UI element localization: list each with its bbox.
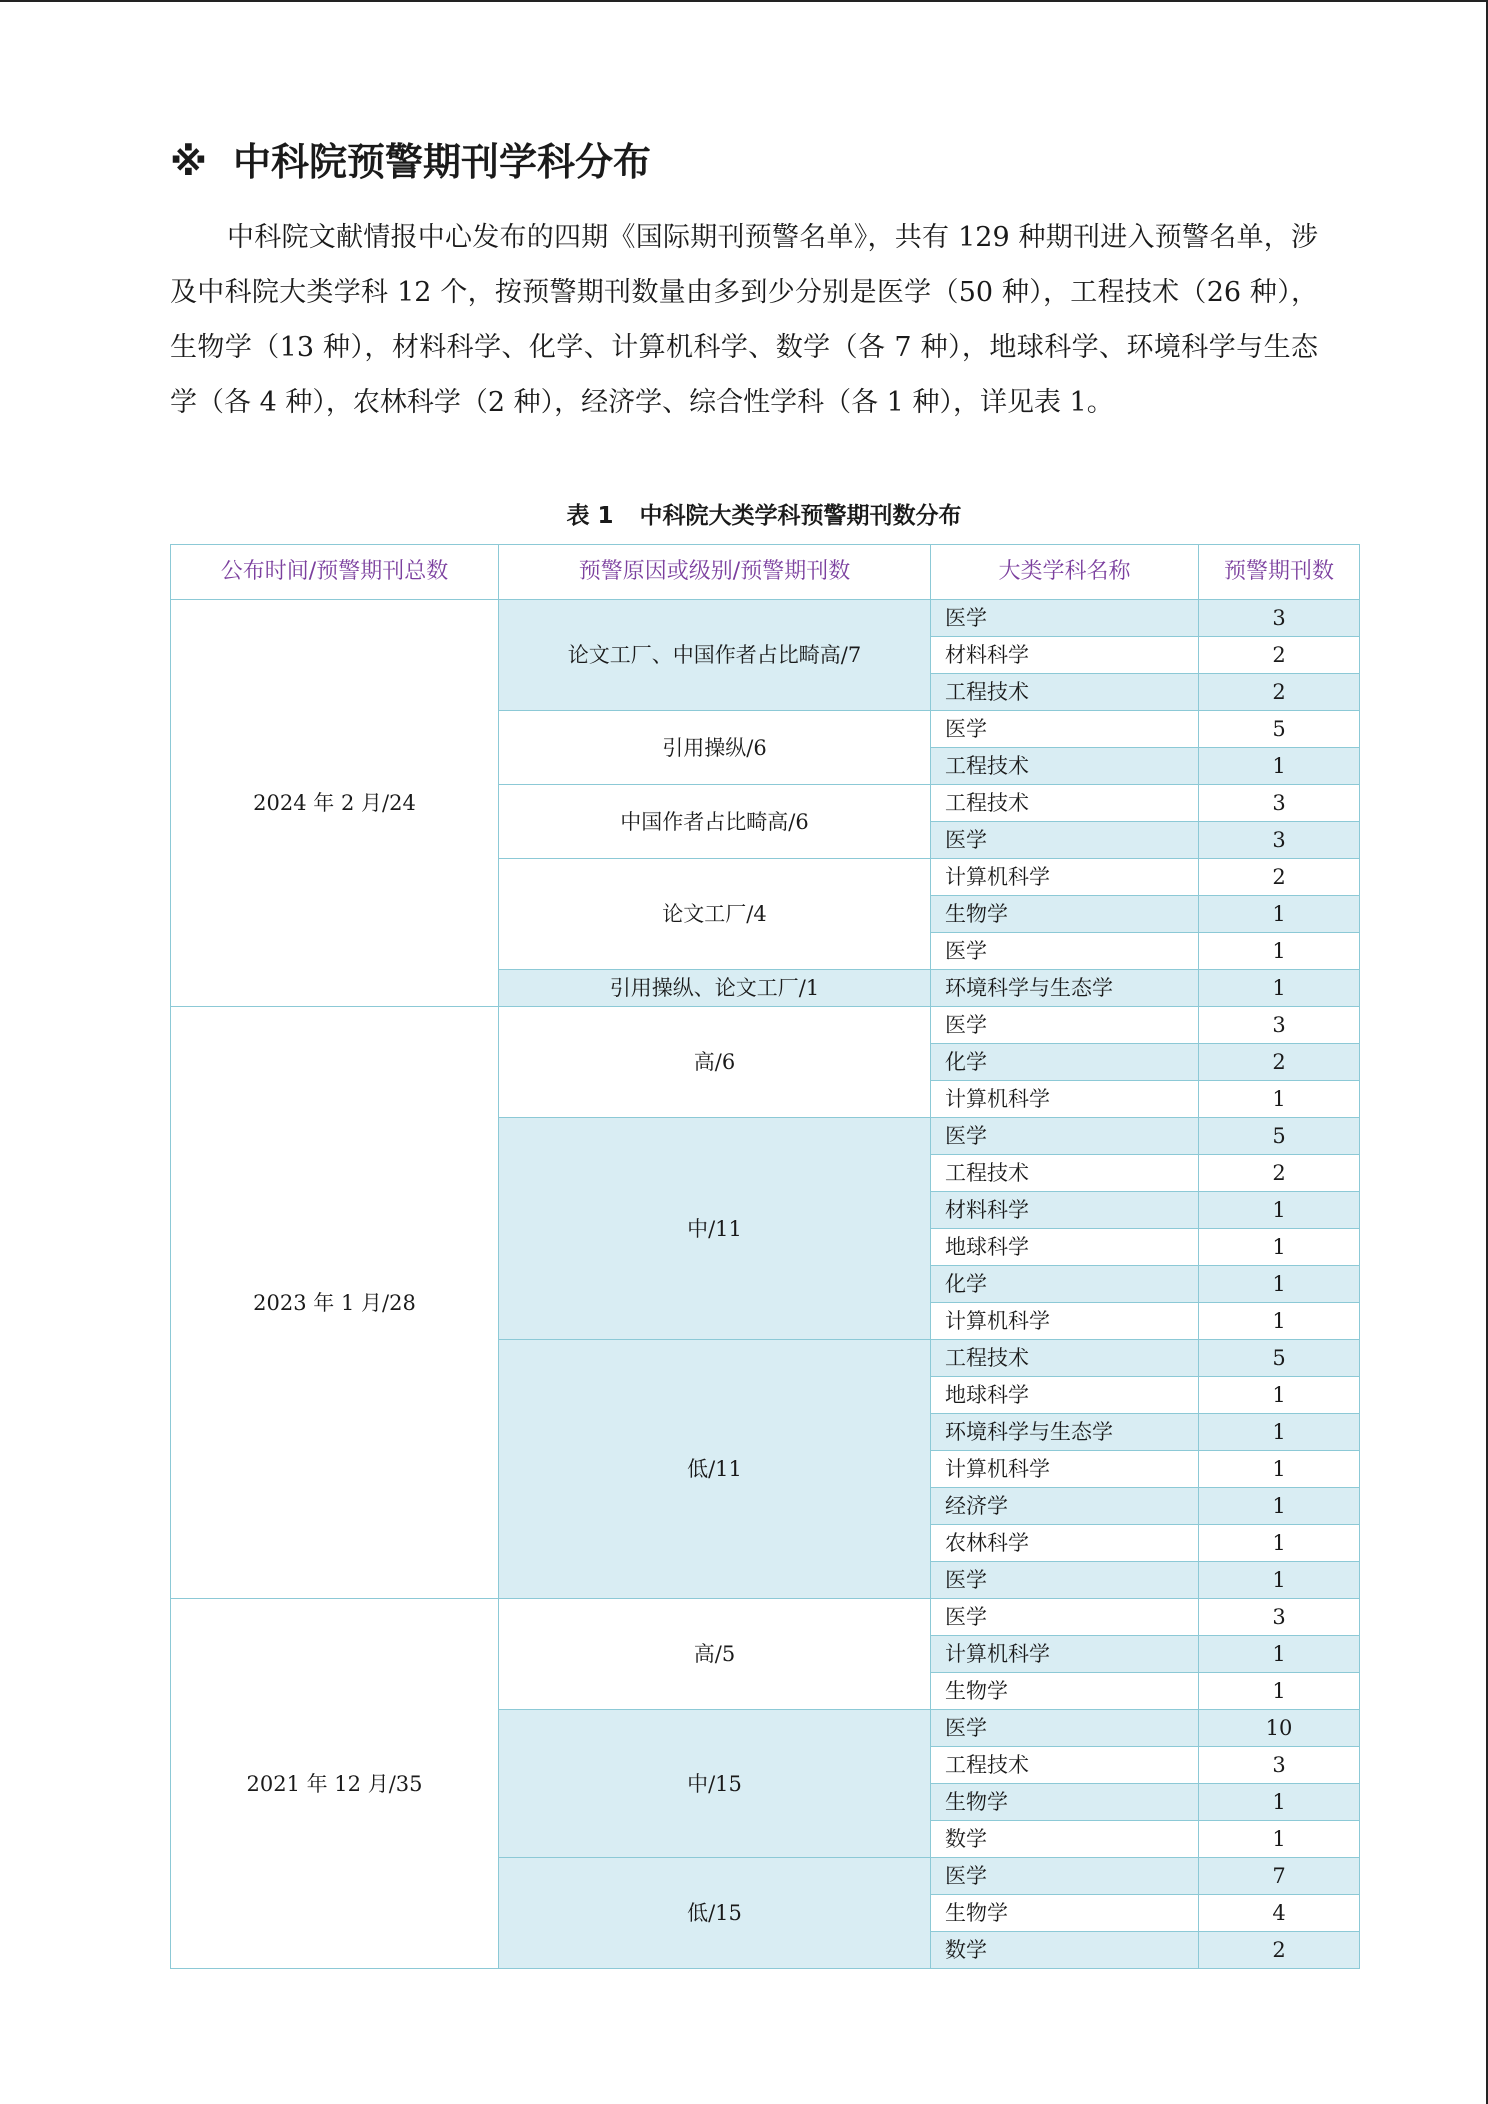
journal-count-cell: 3 [1199, 1007, 1360, 1044]
journal-count-cell: 3 [1199, 1599, 1360, 1636]
subject-name-cell: 医学 [931, 1562, 1199, 1599]
subject-name-cell: 地球科学 [931, 1229, 1199, 1266]
warning-reason-cell: 论文工厂、中国作者占比畸高/7 [499, 600, 931, 711]
journal-count-cell: 1 [1199, 1192, 1360, 1229]
subject-name-cell: 计算机科学 [931, 859, 1199, 896]
journal-count-cell: 1 [1199, 1266, 1360, 1303]
journal-count-cell: 1 [1199, 933, 1360, 970]
subject-name-cell: 数学 [931, 1821, 1199, 1858]
journal-count-cell: 1 [1199, 1377, 1360, 1414]
journal-count-cell: 1 [1199, 1784, 1360, 1821]
warning-reason-cell: 低/15 [499, 1858, 931, 1969]
warning-reason-cell: 论文工厂/4 [499, 859, 931, 970]
table-row [171, 1599, 1360, 1636]
journal-count-cell: 2 [1199, 1932, 1360, 1969]
warning-reason-cell: 高/6 [499, 1007, 931, 1118]
table-caption-title: 中科院大类学科预警期刊数分布 [639, 503, 962, 529]
journal-count-cell: 4 [1199, 1895, 1360, 1932]
warning-reason-cell: 引用操纵、论文工厂/1 [499, 970, 931, 1007]
journal-count-cell: 1 [1199, 1451, 1360, 1488]
subject-name-cell: 计算机科学 [931, 1303, 1199, 1340]
subject-name-cell: 医学 [931, 1007, 1199, 1044]
subject-name-cell: 医学 [931, 822, 1199, 859]
journal-count-cell: 1 [1199, 1081, 1360, 1118]
subject-name-cell: 地球科学 [931, 1377, 1199, 1414]
journal-count-cell: 1 [1199, 896, 1360, 933]
journal-count-cell: 1 [1199, 970, 1360, 1007]
subject-name-cell: 经济学 [931, 1488, 1199, 1525]
release-time-cell: 2024 年 2 月/24 [171, 600, 499, 1007]
subject-name-cell: 计算机科学 [931, 1636, 1199, 1673]
subject-name-cell: 医学 [931, 1599, 1199, 1636]
journal-count-cell: 1 [1199, 1525, 1360, 1562]
subject-name-cell: 计算机科学 [931, 1451, 1199, 1488]
subject-name-cell: 工程技术 [931, 674, 1199, 711]
section-title: 中科院预警期刊学科分布 [232, 140, 651, 184]
header-subject-name: 大类学科名称 [931, 545, 1199, 600]
journal-count-cell: 1 [1199, 1303, 1360, 1340]
journal-count-cell: 3 [1199, 600, 1360, 637]
journal-count-cell: 2 [1199, 674, 1360, 711]
subject-name-cell: 化学 [931, 1044, 1199, 1081]
journal-count-cell: 7 [1199, 1858, 1360, 1895]
subject-name-cell: 医学 [931, 933, 1199, 970]
subject-name-cell: 医学 [931, 1710, 1199, 1747]
subject-name-cell: 生物学 [931, 1784, 1199, 1821]
subject-name-cell: 环境科学与生态学 [931, 970, 1199, 1007]
subject-name-cell: 化学 [931, 1266, 1199, 1303]
header-release-time: 公布时间/预警期刊总数 [171, 545, 499, 600]
subject-name-cell: 医学 [931, 1858, 1199, 1895]
journal-count-cell: 5 [1199, 1340, 1360, 1377]
journal-count-cell: 1 [1199, 1673, 1360, 1710]
journal-count-cell: 5 [1199, 711, 1360, 748]
subject-name-cell: 生物学 [931, 1895, 1199, 1932]
journal-count-cell: 3 [1199, 822, 1360, 859]
journal-count-cell: 10 [1199, 1710, 1360, 1747]
table-header-row [171, 545, 1360, 600]
subject-name-cell: 数学 [931, 1932, 1199, 1969]
subject-name-cell: 生物学 [931, 896, 1199, 933]
journal-count-cell: 1 [1199, 1414, 1360, 1451]
section-heading [170, 132, 651, 192]
journal-count-cell: 1 [1199, 1562, 1360, 1599]
journal-count-cell: 1 [1199, 1821, 1360, 1858]
subject-name-cell: 工程技术 [931, 1155, 1199, 1192]
journal-count-cell: 2 [1199, 1155, 1360, 1192]
subject-name-cell: 医学 [931, 711, 1199, 748]
subject-name-cell: 工程技术 [931, 1340, 1199, 1377]
subject-name-cell: 生物学 [931, 1673, 1199, 1710]
reference-mark-icon: ※ [170, 140, 207, 184]
warning-reason-cell: 高/5 [499, 1599, 931, 1710]
journal-count-cell: 5 [1199, 1118, 1360, 1155]
journal-count-cell: 1 [1199, 1229, 1360, 1266]
warning-reason-cell: 中/11 [499, 1118, 931, 1340]
subject-name-cell: 医学 [931, 600, 1199, 637]
journal-distribution-table [170, 544, 1360, 1969]
table-row [171, 600, 1360, 637]
warning-reason-cell: 引用操纵/6 [499, 711, 931, 785]
journal-count-cell: 1 [1199, 748, 1360, 785]
table-body [171, 600, 1360, 1969]
subject-name-cell: 材料科学 [931, 637, 1199, 674]
subject-name-cell: 医学 [931, 1118, 1199, 1155]
warning-reason-cell: 低/11 [499, 1340, 931, 1599]
subject-name-cell: 环境科学与生态学 [931, 1414, 1199, 1451]
journal-count-cell: 1 [1199, 1488, 1360, 1525]
subject-name-cell: 农林科学 [931, 1525, 1199, 1562]
journal-count-cell: 2 [1199, 1044, 1360, 1081]
subject-name-cell: 材料科学 [931, 1192, 1199, 1229]
journal-count-cell: 3 [1199, 1747, 1360, 1784]
subject-name-cell: 工程技术 [931, 748, 1199, 785]
subject-name-cell: 计算机科学 [931, 1081, 1199, 1118]
journal-count-cell: 3 [1199, 785, 1360, 822]
warning-reason-cell: 中国作者占比畸高/6 [499, 785, 931, 859]
header-warning-reason: 预警原因或级别/预警期刊数 [499, 545, 931, 600]
journal-count-cell: 2 [1199, 637, 1360, 674]
intro-paragraph: 中科院文献情报中心发布的四期《国际期刊预警名单》，共有 129 种期刊进入预警名单，涉及中科院大类学科 12 个，按预警期刊数量由多到少分别是医学（50 种），工程技术（26 种），生物学（13 种），材料科学、化学、计算机科学、数学（各 7 种），地球科学、环境科学与生态学（各 4 种），农林科学（2 种），经济学、综合性学科（各 1 种），详见表 1。 [170, 222, 1318, 418]
release-time-cell: 2023 年 1 月/28 [171, 1007, 499, 1599]
release-time-cell: 2021 年 12 月/35 [171, 1599, 499, 1969]
page-border-top [0, 0, 1488, 2]
subject-name-cell: 工程技术 [931, 1747, 1199, 1784]
warning-reason-cell: 中/15 [499, 1710, 931, 1858]
journal-count-cell: 2 [1199, 859, 1360, 896]
table-caption [170, 498, 1358, 534]
journal-count-cell: 1 [1199, 1636, 1360, 1673]
table-row [171, 1007, 1360, 1044]
subject-name-cell: 工程技术 [931, 785, 1199, 822]
table-caption-number: 表 1 [566, 503, 614, 529]
header-journal-count: 预警期刊数 [1199, 545, 1360, 600]
